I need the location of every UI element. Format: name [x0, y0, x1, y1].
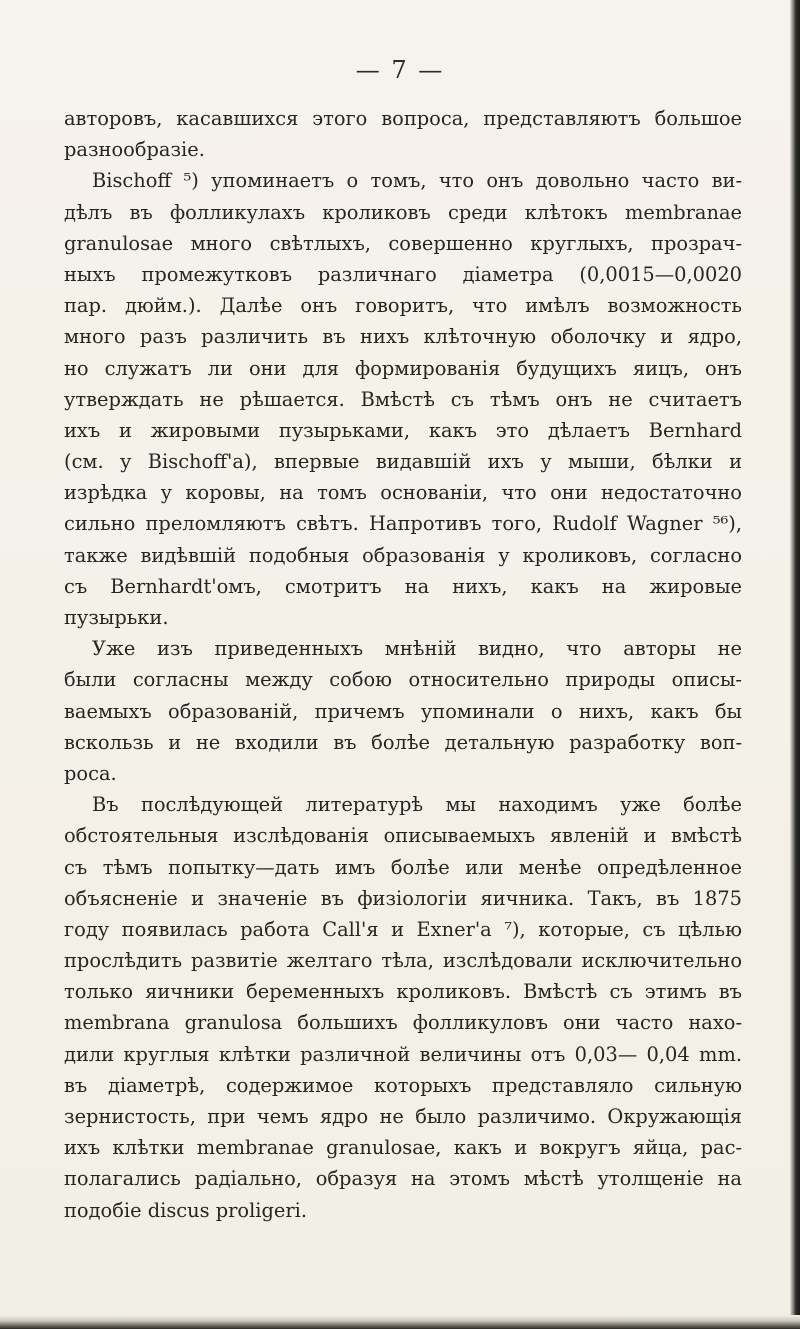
- text-line: ихъ и жировыми пузырьками, какъ это дѣлаетъ Bernhard: [64, 418, 742, 442]
- text-line: ныхъ промежутковъ различнаго діаметра (0,0015—0,0020: [64, 262, 742, 286]
- text-line: роса.: [64, 761, 117, 785]
- text-line: также видѣвшій подобныя образованія у кроликовъ, согласно: [64, 543, 742, 567]
- text-line: съ Bernhardt'омъ, смотритъ на нихъ, какъ на жировые: [64, 574, 742, 598]
- body-text: [64, 103, 742, 1226]
- text-line: Въ послѣдующей литературѣ мы находимъ уже болѣе: [92, 793, 742, 817]
- page-edge-shadow: [790, 0, 800, 1329]
- text-line: Bischoff ⁵) упоминаетъ о томъ, что онъ довольно часто ви-: [92, 169, 742, 193]
- text-line: (см. у Bischoff'а), впервые видавшій ихъ у мыши, бѣлки и: [64, 450, 742, 474]
- text-line: granulosae много свѣтлыхъ, совершенно круглыхъ, прозрач-: [64, 231, 742, 255]
- text-line: изрѣдка у коровы, на томъ основаніи, что они недостаточно: [64, 481, 742, 505]
- text-line: membrana granulosa большихъ фолликуловъ они часто нахо-: [64, 1011, 742, 1035]
- page-bottom-shadow: [0, 1315, 800, 1329]
- text-line: много разъ различить въ нихъ клѣточную оболочку и ядро,: [64, 325, 742, 349]
- text-line: прослѣдить развитіе желтаго тѣла, изслѣдовали исключительно: [64, 949, 742, 973]
- text-line: ваемыхъ образованій, причемъ упоминали о нихъ, какъ бы: [64, 699, 742, 723]
- text-line: полагались радіально, образуя на этомъ мѣстѣ утолщеніе на: [64, 1167, 742, 1191]
- text-line: ихъ клѣтки membranae granulosae, какъ и вокругъ яйца, рас-: [64, 1136, 742, 1160]
- page-number: — 7 —: [355, 56, 445, 84]
- text-line: объясненіе и значеніе въ физіологіи яичника. Такъ, въ 1875: [64, 886, 742, 910]
- text-line: утверждать не рѣшается. Вмѣстѣ съ тѣмъ онъ не считаетъ: [64, 387, 742, 411]
- text-line: обстоятельныя изслѣдованія описываемыхъ явленій и вмѣстѣ: [64, 824, 742, 848]
- text-line: сильно преломляютъ свѣтъ. Напротивъ того, Rudolf Wagner ⁵⁶),: [64, 512, 742, 536]
- text-line: авторовъ, касавшихся этого вопроса, представляютъ большое: [64, 107, 742, 130]
- text-line: съ тѣмъ попытку—дать имъ болѣе или менѣе опредѣленное: [64, 855, 742, 879]
- text-line: въ діаметрѣ, содержимое которыхъ представляло сильную: [64, 1073, 742, 1097]
- text-line: были согласны между собою относительно природы описы-: [64, 668, 742, 692]
- text-line: Уже изъ приведенныхъ мнѣній видно, что авторы не: [92, 637, 742, 661]
- text-line: но служатъ ли они для формированія будущихъ яицъ, онъ: [64, 356, 742, 380]
- text-line: году появилась работа Call'я и Exner'а ⁷), которые, съ цѣлью: [64, 917, 742, 941]
- text-line: подобіе discus proligeri.: [64, 1198, 308, 1222]
- text-line: зернистость, при чемъ ядро не было различимо. Окружающія: [64, 1105, 742, 1128]
- text-line: пар. дюйм.). Далѣе онъ говоритъ, что имѣлъ возможность: [64, 294, 742, 318]
- text-line: дѣлъ въ фолликулахъ кроликовъ среди клѣтокъ membranae: [64, 200, 742, 224]
- text-line: пузырьки.: [64, 606, 169, 629]
- text-line: только яичники беременныхъ кроликовъ. Вмѣстѣ съ этимъ въ: [64, 980, 742, 1004]
- text-line: вскользь и не входили въ болѣе детальную разработку воп-: [64, 730, 742, 754]
- text-line: дили круглыя клѣтки различной величины отъ 0,03— 0,04 mm.: [64, 1042, 742, 1066]
- text-line: разнообразіе.: [64, 138, 205, 162]
